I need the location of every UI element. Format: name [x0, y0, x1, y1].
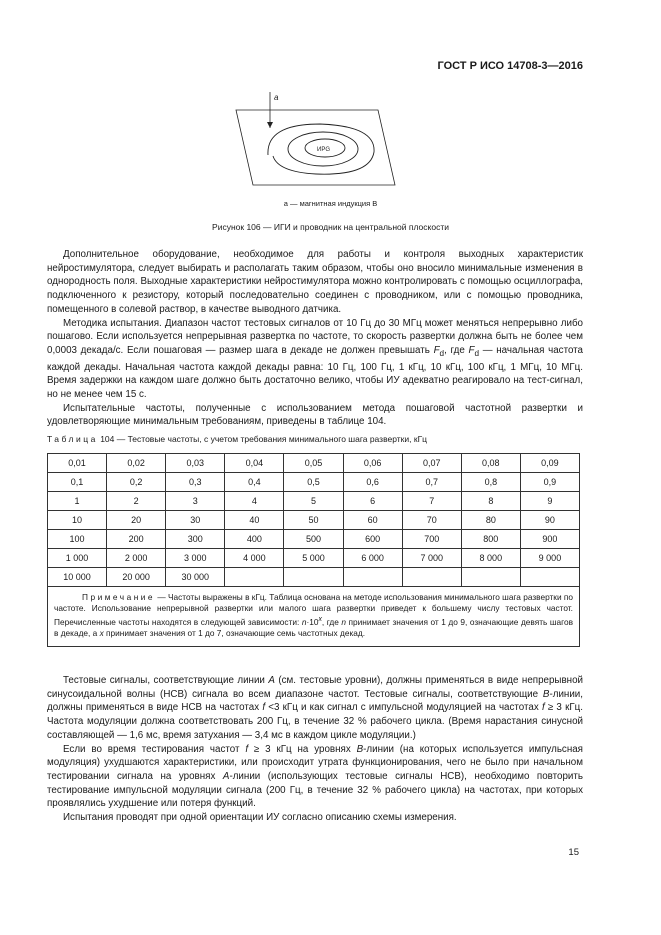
- frequency-table: [47, 453, 580, 647]
- paragraph-equipment: Дополнительное оборудование, необходимое для работы и контроля выходных характеристик нейростимулятора, следует выбирать и располагать таким образом, чтобы оно вносило минимальные изменения в однородность поля. Выходные характеристики нейростимулятора можно контролировать с помощью осциллографа, подключенного к резистору, который последовательно соединен с проводником, или с помощью проводника, помещенного в солевой раствор, в качестве выводного датчика.: [47, 249, 583, 315]
- table-cell: 300: [166, 530, 225, 549]
- table-cell: 30: [166, 511, 225, 530]
- table-cell: 0,5: [284, 473, 343, 492]
- table-cell: [225, 568, 284, 587]
- table-cell: 0,08: [461, 454, 520, 473]
- table-cell: 0,3: [166, 473, 225, 492]
- document-code: ГОСТ Р ИСО 14708-3—2016: [437, 60, 583, 72]
- table-cell: 10 000: [48, 568, 107, 587]
- table-note: Примечание — Частоты выражены в кГц. Таблица основана на методе использования минимального шага развертки по частоте. Использование непрерывной развертки или малого шага развертки приведет к большему числу тестовых частот. Перечисленные частоты находятся в следующей зависимости: $n\cdot 10^x$, где n принимает значения от 1 до 9, означающие девять шагов в декаде, а x принимает значения от 1 до 7, означающие семь частотных декад.: [48, 587, 580, 647]
- table-cell: 9 000: [520, 549, 579, 568]
- text-block-1: [47, 248, 583, 429]
- ipg-label: ИРG: [317, 147, 330, 153]
- table-cell: 30 000: [166, 568, 225, 587]
- table-cell: 0,07: [402, 454, 461, 473]
- paragraph-test-frequencies: Испытательные частоты, полученные с использованием метода пошаговой частотной развертки и удовлетворяющие минимальным требованиям, приведены в таблице 104.: [47, 402, 583, 428]
- page-number: 15: [568, 847, 579, 858]
- table-cell: 0,01: [48, 454, 107, 473]
- table-cell: 7 000: [402, 549, 461, 568]
- arrow-head: [267, 122, 273, 128]
- paragraph-test-signals: Тестовые сигналы, соответствующие линии А (см. тестовые уровни), должны применяться в виде непрерывной синусоидальной волны (НСВ) сигнала во всем диапазоне частот. Тестовые сигналы, соответствующие В-линии, должны применяться в виде НСВ на частотах f <3 кГц и как сигнал с импульсной модуляцией на частотах f ≥ 3 кГц. Частота модуляции должна соответствовать 200 Гц, в течение 32 % рабочего цикла. (Время нарастания синусной составляющей — 1,6 мс, время затухания — 3,4 мс в каждом цикле модуляции.): [47, 675, 584, 741]
- table-cell: 200: [107, 530, 166, 549]
- table-cell: 900: [520, 530, 579, 549]
- table-cell: 3 000: [166, 549, 225, 568]
- table-row: [48, 492, 580, 511]
- table-cell: 5: [284, 492, 343, 511]
- table-cell: 3: [166, 492, 225, 511]
- table-cell: 0,06: [343, 454, 402, 473]
- table-cell: 2 000: [107, 549, 166, 568]
- table-cell: 100: [48, 530, 107, 549]
- table-cell: 5 000: [284, 549, 343, 568]
- table-cell: 8: [461, 492, 520, 511]
- table-row: [48, 549, 580, 568]
- table-cell: 0,05: [284, 454, 343, 473]
- table-cell: 90: [520, 511, 579, 530]
- table-cell: 60: [343, 511, 402, 530]
- table-cell: 0,1: [48, 473, 107, 492]
- table-cell: 80: [461, 511, 520, 530]
- table-cell: 0,9: [520, 473, 579, 492]
- table-cell: [402, 568, 461, 587]
- table-cell: 400: [225, 530, 284, 549]
- table-cell: 7: [402, 492, 461, 511]
- table-cell: 70: [402, 511, 461, 530]
- table-cell: 20 000: [107, 568, 166, 587]
- coil-figure: [228, 90, 398, 190]
- table-cell: 1 000: [48, 549, 107, 568]
- table-title: Таблица 104 — Тестовые частоты, с учетом требования минимального шага развертки, кГц: [47, 434, 428, 444]
- table-cell: 6: [343, 492, 402, 511]
- axis-label: а: [274, 93, 279, 102]
- table-cell: 4: [225, 492, 284, 511]
- table-row: [48, 568, 580, 587]
- table-cell: 0,2: [107, 473, 166, 492]
- table-cell: [284, 568, 343, 587]
- table-cell: 0,03: [166, 454, 225, 473]
- table-cell: [343, 568, 402, 587]
- figure-legend: а — магнитная индукция В: [283, 199, 378, 208]
- table-cell: 800: [461, 530, 520, 549]
- table-cell: 500: [284, 530, 343, 549]
- table-row: [48, 530, 580, 549]
- table-cell: 0,04: [225, 454, 284, 473]
- table-cell: 50: [284, 511, 343, 530]
- table-row: [48, 511, 580, 530]
- paragraph-retest: Если во время тестирования частот f ≥ 3 кГц на уровнях В-линии (на которых используется импульсная модуляция) ухудшаются характеристики, или происходит утрата функционирования, чего не было при начальном тестировании сигнала на уровнях А-линии (использующих тестовые сигналы НСВ), необходимо повторить тестирование импульсной модуляции сигнала (200 Гц, в течение 32 % рабочего цикла) на частотах, при которых проявлялись ухудшение или потеря функций.: [47, 743, 583, 810]
- paragraph-orientation: Испытания проводят при одной ориентации ИУ согласно описанию схемы измерения.: [63, 812, 457, 824]
- table-cell: 0,4: [225, 473, 284, 492]
- paragraph-method: Методика испытания. Диапазон частот тестовых сигналов от 10 Гц до 30 МГц может меняться непрерывно либо пошагово. Если используется непрерывная развертка по частоте, то скорость развертки должна быть не более чем 0,0003 декада/с. Если пошаговая — размер шага в декаде не должен превышать $F_d$, где $F_d$ — начальная частота каждой декады. Начальная частота каждой декады равна: 10 Гц, 100 Гц, 1 кГц, 10 кГц, 100 кГц, 1 МГц, 10 МГц. Время задержки на каждом шаге должно быть достаточно велико, чтобы ИУ адекватно реагировало на тест-сигнал, но не менее чем 15 с.: [47, 317, 584, 400]
- table-cell: 1: [48, 492, 107, 511]
- table-cell: 2: [107, 492, 166, 511]
- text-block-2: [47, 674, 583, 825]
- table-cell: 20: [107, 511, 166, 530]
- table-note-row: [48, 587, 580, 647]
- table-cell: [520, 568, 579, 587]
- table-cell: [461, 568, 520, 587]
- table-cell: 10: [48, 511, 107, 530]
- table-cell: 9: [520, 492, 579, 511]
- table-cell: 8 000: [461, 549, 520, 568]
- table-cell: 0,8: [461, 473, 520, 492]
- table-cell: 4 000: [225, 549, 284, 568]
- figure-caption: Рисунок 106 — ИГИ и проводник на центральной плоскости: [212, 222, 449, 232]
- table-row: [48, 473, 580, 492]
- table-row: [48, 454, 580, 473]
- table-cell: 600: [343, 530, 402, 549]
- table-cell: 0,02: [107, 454, 166, 473]
- table-cell: 40: [225, 511, 284, 530]
- table-cell: 0,09: [520, 454, 579, 473]
- table-cell: 6 000: [343, 549, 402, 568]
- table-cell: 0,6: [343, 473, 402, 492]
- table-cell: 700: [402, 530, 461, 549]
- table-cell: 0,7: [402, 473, 461, 492]
